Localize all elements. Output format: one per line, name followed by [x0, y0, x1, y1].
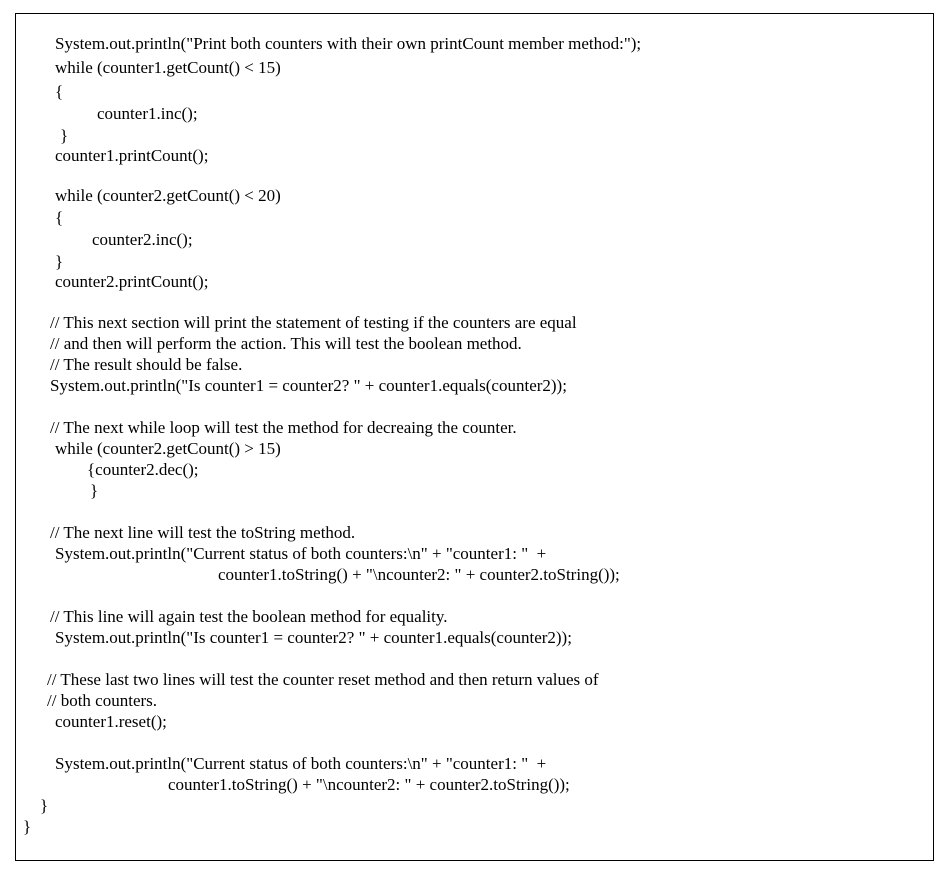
closing-brace: }	[23, 817, 32, 836]
code-line: counter1.printCount();	[55, 146, 209, 165]
code-line: }	[55, 252, 64, 271]
code-line: counter1.inc();	[97, 104, 198, 123]
code-line: counter1.toString() + "\ncounter2: " + counter2.toString());	[218, 565, 620, 584]
code-line: counter2.inc();	[92, 230, 193, 249]
code-line: while (counter2.getCount() < 20)	[55, 186, 281, 205]
comment-line: // These last two lines will test the counter reset method and then return values of	[47, 670, 599, 689]
comment-line: // and then will perform the action. This will test the boolean method.	[50, 334, 522, 353]
comment-line: // This line will again test the boolean method for equality.	[50, 607, 448, 626]
code-line: System.out.println("Is counter1 = counter2? " + counter1.equals(counter2));	[55, 628, 572, 647]
code-line: }	[60, 126, 69, 145]
code-line: System.out.println("Current status of both counters:\n" + "counter1: " +	[55, 544, 547, 563]
code-line: System.out.println("Is counter1 = counter2? " + counter1.equals(counter2));	[50, 376, 567, 395]
code-line: counter1.toString() + "\ncounter2: " + counter2.toString());	[168, 775, 570, 794]
comment-line: // The result should be false.	[50, 355, 243, 374]
code-line: counter1.reset();	[55, 712, 167, 731]
code-line: {	[55, 82, 64, 101]
comment-line: // The next line will test the toString method.	[50, 523, 356, 542]
code-line: {counter2.dec();	[87, 460, 199, 479]
code-line: counter2.printCount();	[55, 272, 209, 291]
code-line: System.out.println("Current status of both counters:\n" + "counter1: " +	[55, 754, 547, 773]
comment-line: // This next section will print the statement of testing if the counters are equal	[50, 313, 577, 332]
comment-line: // The next while loop will test the method for decreaing the counter.	[50, 418, 517, 437]
closing-brace: }	[40, 796, 49, 815]
code-line: while (counter1.getCount() < 15)	[55, 58, 281, 77]
code-line: }	[90, 481, 99, 500]
code-line: {	[55, 208, 64, 227]
comment-line: // both counters.	[47, 691, 158, 710]
code-line: while (counter2.getCount() > 15)	[55, 439, 281, 458]
code-line: System.out.println("Print both counters with their own printCount member method:");	[55, 34, 642, 53]
